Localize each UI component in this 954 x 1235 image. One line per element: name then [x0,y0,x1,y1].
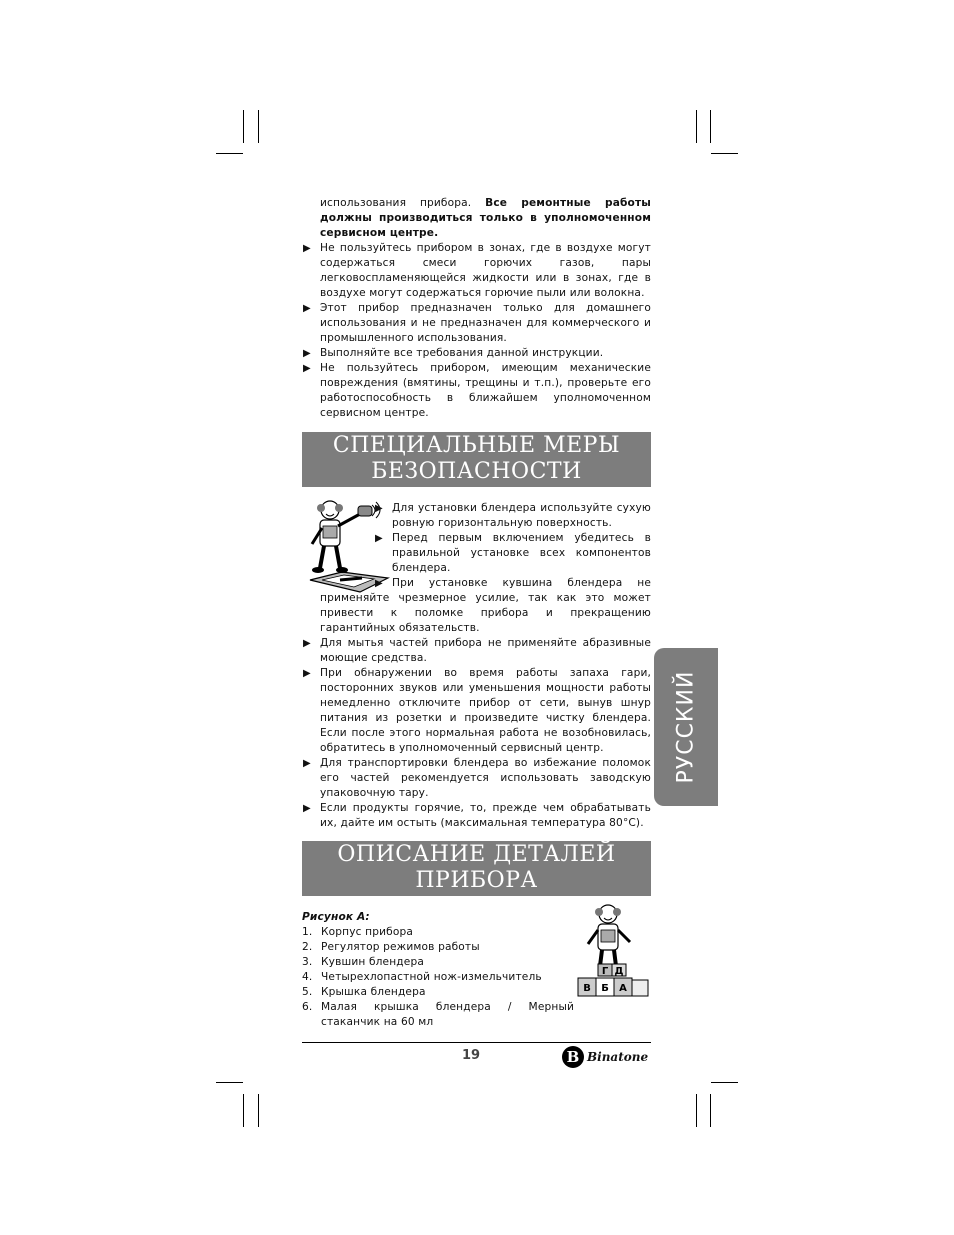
worker-blocks-illustration [572,900,652,1004]
parts-list [302,925,574,1030]
bullet-triangle-icon: ▶ [303,303,311,314]
list-item-text: Перед первым включением убедитесь в правильной установке всех компонентов блендера. [392,532,651,574]
section-banner-safety [302,432,651,487]
crop-mark [711,1082,738,1083]
figure-section [302,910,574,1030]
crop-mark [710,1094,711,1127]
parts-list-item [302,985,574,1000]
block-letter: В [583,983,591,994]
list-item [302,801,651,831]
bullet-triangle-icon: ▶ [375,503,383,514]
item-number: 3. [302,956,313,968]
block-letter: Г [601,966,609,977]
bullet-triangle-icon: ▶ [375,578,383,589]
binatone-logo [562,1046,648,1068]
language-tab [654,648,718,806]
block-letter: А [619,983,627,994]
parts-list-item [302,970,574,985]
item-text: Четырехлопастной нож-измельчитель [321,971,542,983]
crop-mark [696,1094,697,1127]
crop-mark [243,110,244,143]
crop-mark [243,1094,244,1127]
intro-plain: использования прибора. [320,197,486,209]
list-item-text: Не пользуйтесь прибором, имеющим механические повреждения (вмятины, трещины и т.п.), проверьте его работоспособность в ближайшем уполномоченном сервисном центре. [320,362,651,419]
list-item [374,531,651,576]
intro-bold: Все ремонтные работы должны производиться только в уполномоченном сервисном центре. [320,197,651,239]
bullet-triangle-icon: ▶ [303,803,311,814]
item-text: Малая крышка блендера / Мерный стаканчик на 60 мл [321,1001,574,1028]
list-item [302,361,651,421]
crop-mark [696,110,697,143]
crop-mark [711,153,738,154]
language-tab-label: РУССКИЙ [673,670,699,784]
parts-list-item [302,1000,574,1030]
list-item-text: При установке кувшина блендера не применяйте чрезмерное усилие, так как это может привести к поломке прибора и прекращению гарантийных обязательств. [320,577,651,634]
list-item-text: Этот прибор предназначен только для домашнего использования и не предназначен для коммерческого и промышленного использования. [320,302,651,344]
figure-caption: Рисунок А: [302,911,370,923]
item-number: 1. [302,926,313,938]
brand-name: Binatone [587,1050,649,1064]
item-number: 4. [302,971,313,983]
list-item [302,301,651,346]
block-letter: Б [601,983,609,994]
bullet-triangle-icon: ▶ [303,638,311,649]
crop-mark [258,1094,259,1127]
bullet-triangle-icon: ▶ [375,533,383,544]
logo-mark-icon: B [562,1046,584,1068]
list-item-text: Не пользуйтесь прибором в зонах, где в воздухе могут содержаться смеси горючих газов, пары легковоспламеняющейся жидкости или в зонах, где в воздухе могут содержаться горючие пыли или волокна. [320,242,651,299]
list-item [302,241,651,301]
top-warnings-list [302,241,651,421]
parts-list-item [302,925,574,940]
list-item [302,636,651,666]
section-banner-parts [302,841,651,896]
list-item [374,501,651,531]
list-item-text: Для транспортировки блендера во избежание поломок его частей рекомендуется использовать заводскую упаковочную тару. [320,757,651,799]
bullet-triangle-icon: ▶ [303,243,311,254]
bullet-triangle-icon: ▶ [303,758,311,769]
bullet-triangle-icon: ▶ [303,363,311,374]
bullet-triangle-icon: ▶ [303,668,311,679]
list-item-text: Для установки блендера используйте сухую ровную горизонтальную поверхность. [392,502,651,529]
item-number: 6. [302,1001,313,1013]
safety-section [302,501,651,831]
list-item [302,756,651,801]
item-text: Крышка блендера [321,986,426,998]
parts-list-item [302,940,574,955]
list-item-text: Если продукты горячие, то, прежде чем обрабатывать их, дайте им остыть (максимальная температура 80°С). [320,802,651,829]
list-item-text: Выполняйте все требования данной инструкции. [320,347,604,359]
crop-mark [216,1082,243,1083]
page-number: 19 [462,1048,481,1063]
list-item [302,576,651,636]
list-item [302,346,651,361]
footer-rule [302,1042,651,1043]
banner-line: СПЕЦИАЛЬНЫЕ МЕРЫ [332,433,621,458]
block-letter: Д [614,966,624,977]
top-section [302,196,651,421]
list-item [302,666,651,756]
safety-list [302,636,651,831]
banner-line: ПРИБОРА [415,868,538,893]
crop-mark [710,110,711,143]
item-text: Регулятор режимов работы [321,941,480,953]
safety-wrapped-list [302,501,651,636]
item-text: Корпус прибора [321,926,413,938]
list-item-text: При обнаружении во время работы запаха гари, посторонних звуков или уменьшения мощности работы немедленно отключите прибор от сети, вынув шнур питания из розетки и произведите чистку блендера. Если после этого нормальная работа не возобновилась, обратитесь в уполномоченный сервисный центр. [320,667,651,754]
banner-line: ОПИСАНИЕ ДЕТАЛЕЙ [337,842,616,867]
item-number: 2. [302,941,313,953]
item-text: Кувшин блендера [321,956,424,968]
crop-mark [216,153,243,154]
parts-list-item [302,955,574,970]
list-item-text: Для мытья частей прибора не применяйте абразивные моющие средства. [320,637,651,664]
intro-paragraph [302,196,651,241]
bullet-triangle-icon: ▶ [303,348,311,359]
item-number: 5. [302,986,313,998]
crop-mark [258,110,259,143]
banner-line: БЕЗОПАСНОСТИ [371,459,582,484]
